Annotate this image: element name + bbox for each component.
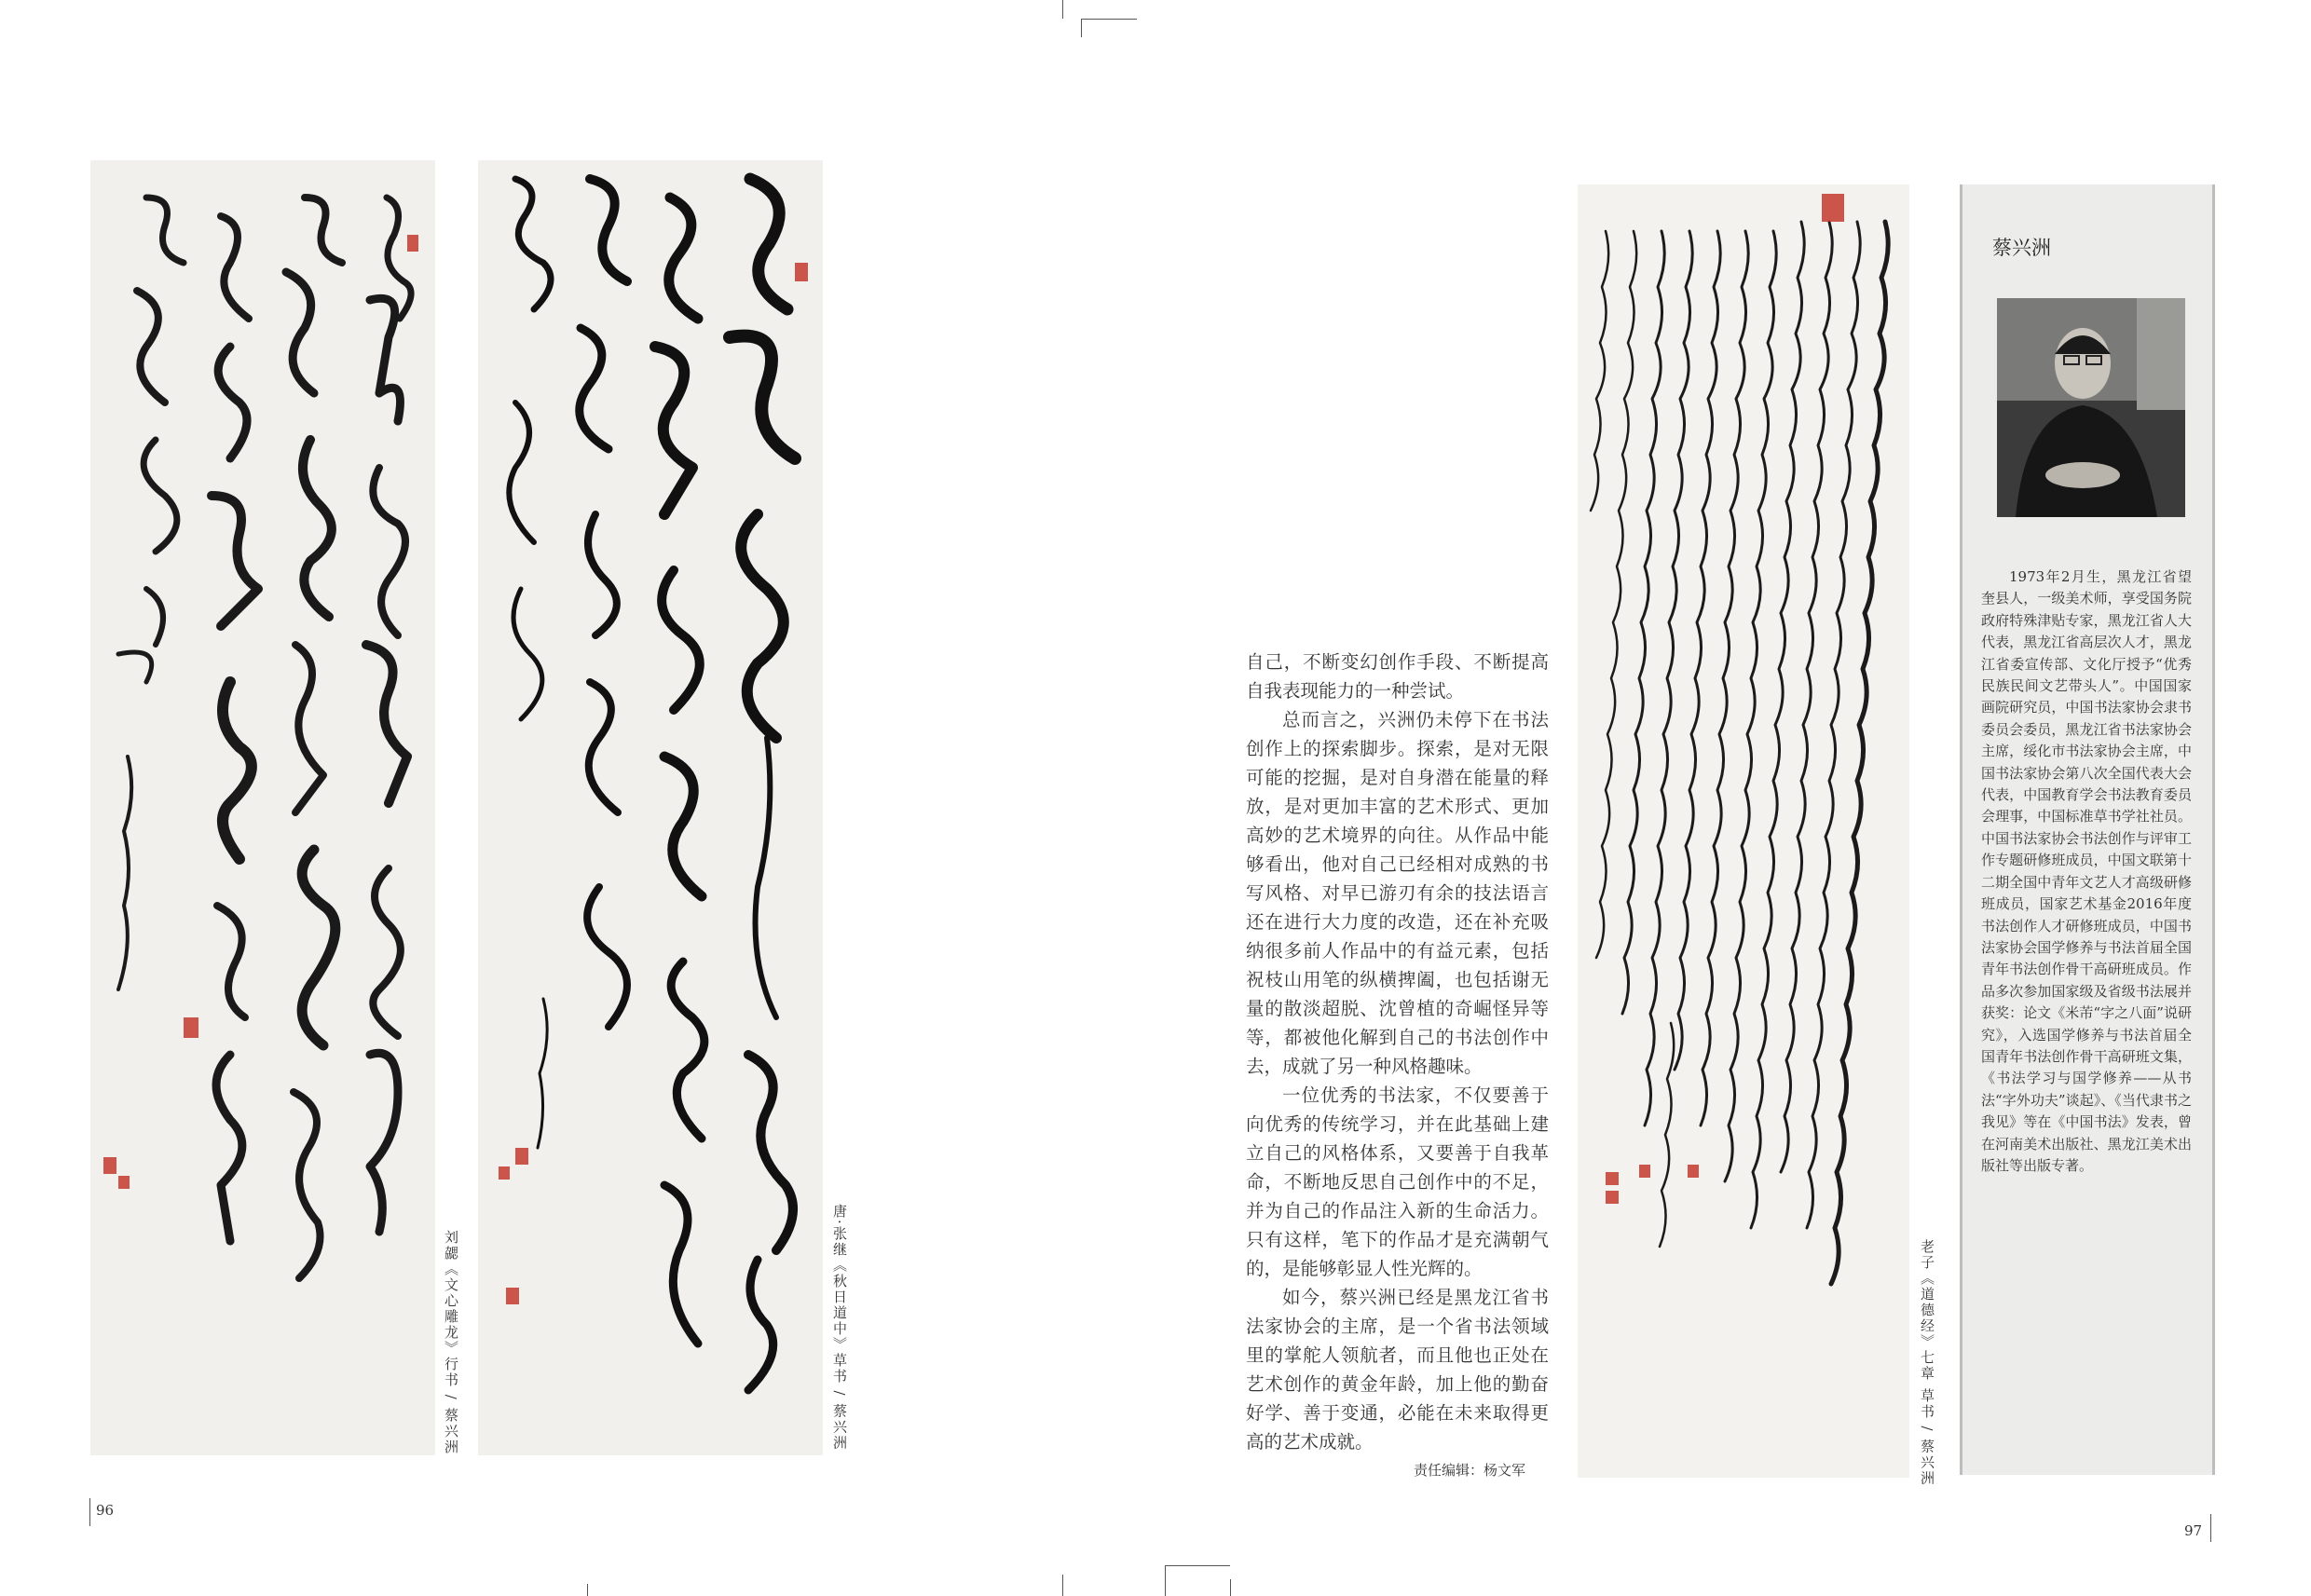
- editor-credit: 责任编辑：杨文军: [1414, 1462, 1526, 1479]
- artist-bio-text: [1981, 566, 2192, 1177]
- article-body: [1246, 648, 1549, 1456]
- article-paragraph: 自己，不断变幻创作手段、不断提高自我表现能力的一种尝试。: [1246, 651, 1549, 702]
- portrait-image: [1997, 298, 2185, 517]
- page-number-right: 97: [2184, 1522, 2203, 1539]
- crop-mark: [1062, 0, 1063, 19]
- bio-paragraph: 1973年2月生，黑龙江省望奎县人，一级美术师，享受国务院政府特殊津贴专家，黑龙江省人大代表，黑龙江省高层次人才，黑龙江省委宣传部、文化厅授予“优秀民族民间文艺带头人”。中国国家画院研究员，中国书法家协会隶书委员会委员，黑龙江省书法家协会主席，绥化市书法家协会主席，中国书法家协会第八次全国代表大会代表，中国教育学会书法教育委员会理事，中国标准草书学社社员。中国书法家协会书法创作与评审工作专题研修班成员，中国文联第十二期全国中青年文艺人才高级研修班成员，国家艺术基金2016年度书法创作人才研修班成员，中国书法家协会国学修养与书法首届全国青年书法创作骨干高研班成员。作品多次参加国家级及省级书法展并获奖：论文《米芾“字之八面”说研究》，入选国学修养与书法首届全国青年书法创作骨干高研班文集，《书法学习与国学修养——从书法“字外功夫”谈起》、《当代隶书之我见》等在《中国书法》发表，曾在河南美术出版社、黑龙江美术出版社等出版专著。: [1981, 568, 2192, 1174]
- article-paragraph: 总而言之，兴洲仍未停下在书法创作上的探索脚步。探索，是对无限可能的挖掘，是对自身潜在能量的释放，是对更加丰富的艺术形式、更加高妙的艺术境界的向往。从作品中能够看出，他对自己已经相对成熟的书写风格、对早已游刃有余的技法语言还在进行大力度的改造，还在补充吸纳很多前人作品中的有益元素，包括祝枝山用笔的纵横捭阖，也包括谢无量的散淡超脱、沈曾植的奇崛怪异等等，都被他化解到自己的书法创作中去，成就了另一种风格趣味。: [1246, 709, 1549, 1077]
- crop-mark: [1062, 1575, 1063, 1596]
- calligraphy-work-qiuridaozhong: [478, 160, 823, 1455]
- cursive-script-image: [478, 160, 823, 1455]
- calligraphy-work-daodejing: [1578, 184, 1909, 1478]
- crop-mark: [1081, 19, 1137, 20]
- artist-name: 蔡兴洲: [1992, 237, 2051, 259]
- folio-rule: [89, 1498, 90, 1526]
- crop-mark: [1081, 19, 1082, 37]
- folio-rule: [2210, 1514, 2211, 1542]
- artist-bio-sidebar: [1960, 184, 2215, 1475]
- calligraphy-work-wenxindiaolong: [90, 160, 435, 1455]
- article-paragraph: 如今，蔡兴洲已经是黑龙江省书法家协会的主席，是一个省书法领域里的掌舵人领航者，而且他也正处在艺术创作的黄金年龄，加上他的勤奋好学、善于变通，必能在未来取得更高的艺术成就。: [1246, 1287, 1549, 1453]
- cursive-script-image: [1578, 184, 1909, 1478]
- work-caption-qiuridaozhong: 唐·张继《秋日道中》草书 / 蔡兴洲: [831, 1204, 848, 1452]
- page-number-left: 96: [96, 1502, 115, 1519]
- artist-portrait-photo: [1997, 298, 2185, 517]
- work-caption-daodejing: 老子《道德经》七章 草书 / 蔡兴洲: [1919, 1239, 1935, 1487]
- cursive-script-image: [90, 160, 435, 1455]
- crop-mark: [587, 1584, 588, 1596]
- article-paragraph: 一位优秀的书法家，不仅要善于向优秀的传统学习，并在此基础上建立自己的风格体系，又要善于自我革命，不断地反思自己创作中的不足，并为自己的作品注入新的生命活力。只有这样，笔下的作品才是充满朝气的，是能够彰显人性光辉的。: [1246, 1084, 1549, 1279]
- work-caption-wenxindiaolong: 刘勰《文心雕龙》行书 / 蔡兴洲: [443, 1230, 459, 1455]
